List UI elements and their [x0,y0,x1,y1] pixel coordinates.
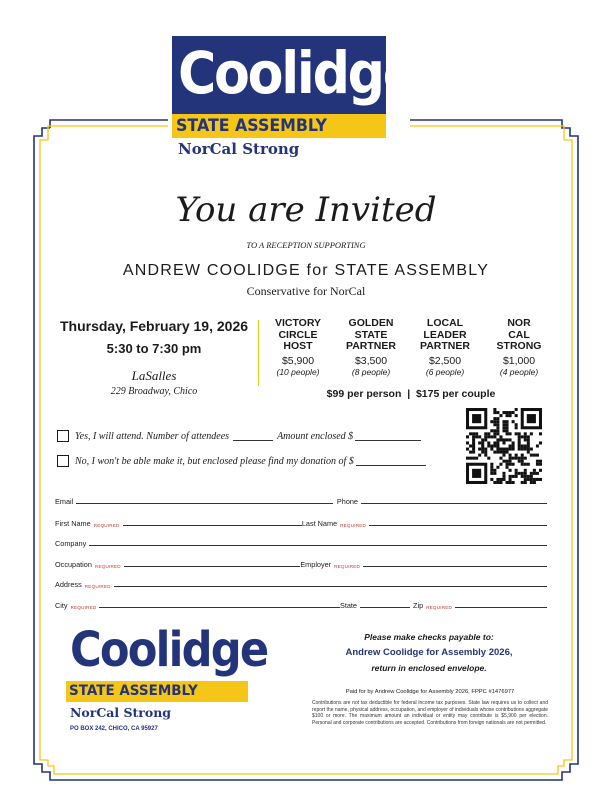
form-row-company [55,534,550,548]
city-field[interactable] [99,606,340,608]
last-name-required: REQUIRED [340,523,366,528]
tier-name-line: GOLDEN [348,317,394,329]
tier-norcal-strong [488,318,550,377]
footer-logo [66,620,286,740]
address-field[interactable] [114,585,547,587]
rsvp-yes-label: Yes, I will attend. Number of attendees [75,430,230,442]
rsvp-yes-row [57,430,421,442]
tier-name-line: LEADER [423,328,467,341]
tier-amount: $3,500 [354,354,388,367]
tier-name-line: STRONG [496,340,542,352]
tier-people-count: 4 people [502,366,536,377]
form-row-occupation [55,555,550,569]
header-logo [172,36,416,166]
tier-people: (6 people) [425,366,465,377]
state-field[interactable] [360,606,410,608]
company-label: Company [55,539,87,548]
tier-amount: $5,900 [281,354,315,367]
company-field[interactable] [89,544,547,546]
phone-label: Phone [336,497,358,506]
qr-code-icon [466,408,542,484]
tier-name-line: CAL [508,328,530,341]
tier-amount: $1,000 [502,354,536,367]
legal-disclaimer: Contributions are not tax deductible for federal income tax purposes. State law requires us to collect and report the name, physical address, occupation, and employer of individuals whose contributions aggregate $100 or more. The maximum amount an individual or entity may contribute is $5,900 per election. Personal and corporate contributions are accepted. Contributions from foreign nationals are not permitted. [312,700,548,726]
tier-golden-state-partner [340,318,402,377]
footer-logo-name: Coolidge [70,622,268,678]
employer-label: Employer [300,560,332,569]
email-label: Email [55,497,74,506]
tier-victory-circle-host [267,318,329,377]
amount-enclosed-label: Amount enclosed $ [277,430,354,442]
first-name-field[interactable] [123,524,302,526]
checks-line-3: return in enclosed envelope. [371,663,487,673]
event-date: Thursday, February 19, 2026 [59,318,249,334]
footer-logo-sub: STATE ASSEMBLY [69,683,198,699]
attendees-blank[interactable] [233,431,273,441]
form-row-name [55,514,550,528]
event-venue: LaSalles [131,368,177,383]
rsvp-no-row [57,455,426,467]
logo-name: Coolidge [178,39,416,107]
tier-amount: $2,500 [428,354,462,367]
rsvp-no-label: No, I won't be able make it, but enclosed please find my donation of $ [75,455,354,467]
ticket-pricing: $99 per person | $175 per couple [326,388,496,400]
tier-people-count: 6 people [428,366,462,377]
donation-blank[interactable] [356,456,426,466]
city-label: City [55,601,68,610]
tier-people: (8 people) [351,366,391,377]
candidate-subtitle: Conservative for NorCal [246,284,366,298]
rsvp-yes-checkbox[interactable] [57,430,69,442]
tier-name-line: PARTNER [346,340,396,352]
tier-people-count: 10 people [279,366,317,377]
event-address: 229 Broadway, Chico [110,386,198,397]
zip-label: Zip [413,601,424,610]
logo-sub: STATE ASSEMBLY [176,116,327,136]
occupation-field[interactable] [124,565,301,567]
occupation-label: Occupation [55,560,92,569]
zip-required: REQUIRED [426,605,452,610]
amount-enclosed-blank[interactable] [355,431,421,441]
paid-for-notice: Paid for by Andrew Coolidge for Assembly 2026, FPPC #1476977 [345,689,515,695]
last-name-field[interactable] [369,524,547,526]
tier-name-line: STATE [354,328,388,341]
tier-people-count: 8 people [354,366,388,377]
checks-line-1: Please make checks payable to: [364,632,494,642]
tier-local-leader-partner [414,318,476,377]
tier-name-line: NOR [507,317,531,329]
employer-required: REQUIRED [334,564,360,569]
tier-name-line: VICTORY [274,317,322,329]
form-row-city [55,596,550,610]
address-label: Address [55,580,82,589]
footer-logo-tagline: NorCal Strong [70,705,172,720]
tier-people: (4 people) [499,366,539,377]
last-name-label: Last Name [301,519,338,528]
logo-tagline: NorCal Strong [178,140,300,158]
event-divider [258,320,259,386]
checks-line-2: Andrew Coolidge for Assembly 2026, [345,647,513,658]
invite-supporting: TO A RECEPTION SUPPORTING [246,240,366,250]
address-required: REQUIRED [84,584,111,589]
tier-name-line: CIRCLE [278,328,318,341]
city-required: REQUIRED [70,605,97,610]
state-label: State [339,601,357,610]
event-time: 5:30 to 7:30 pm [106,341,202,356]
candidate-name: ANDREW COOLIDGE for STATE ASSEMBLY [122,262,490,279]
tier-name-line: PARTNER [420,340,470,352]
first-name-label: First Name [55,519,91,528]
tier-people: (10 people) [276,366,320,377]
zip-field[interactable] [455,606,547,608]
email-field[interactable] [76,502,333,504]
phone-field[interactable] [361,502,547,504]
rsvp-no-checkbox[interactable] [57,455,69,467]
first-name-required: REQUIRED [93,523,120,528]
footer-po-box: PO BOX 242, CHICO, CA 95927 [70,726,158,732]
tier-name-line: HOST [283,340,313,352]
form-row-address [55,575,550,589]
invite-title: You are Invited [175,190,437,230]
employer-field[interactable] [363,565,547,567]
occupation-required: REQUIRED [94,564,121,569]
tier-name-line: LOCAL [426,317,464,329]
form-row-email-phone [55,492,550,506]
